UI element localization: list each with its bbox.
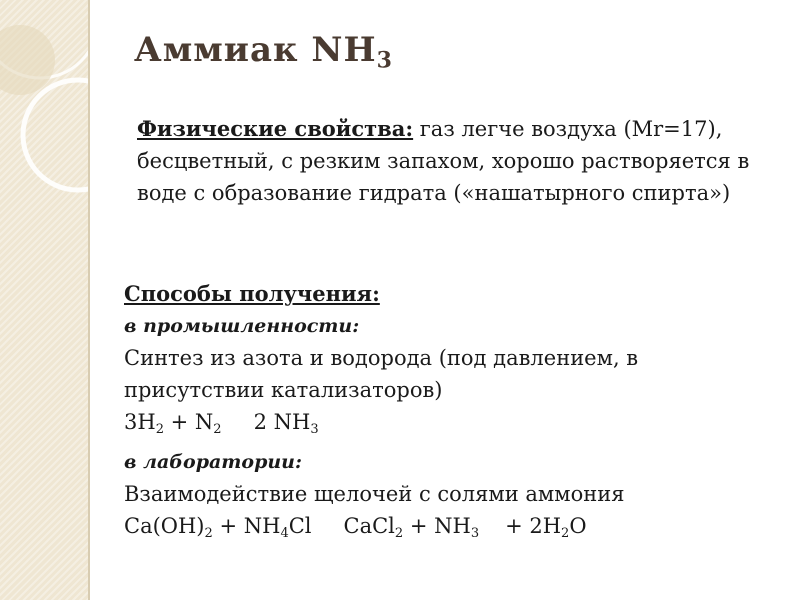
decorative-circles	[0, 0, 88, 600]
lab-equation: $Ca(OH)_2 + NH_4Cl$ CaCl$_2$ + $NH_3 + 2H_2O$	[124, 513, 587, 541]
lab-label: в лаборатории:	[124, 450, 303, 473]
industry-text-line1: Синтез из азота и водорода (под давлением, в	[124, 346, 639, 370]
preparation-section	[124, 278, 784, 550]
industry-text-line2: присутствии катализаторов)	[124, 378, 443, 402]
preparation-heading: Способы получения:	[124, 281, 380, 306]
slide-title: Аммиак $NH_3$	[134, 30, 393, 74]
industry-equation: $3H_2 + N_2$ 2 $NH_3$	[124, 410, 319, 437]
decorative-side-band	[0, 0, 90, 600]
industry-label: в промышленности:	[124, 315, 360, 337]
lab-text: Взаимодействие щелочей с солями аммония	[124, 481, 625, 506]
physical-properties	[137, 113, 777, 209]
physical-properties-label: Физические свойства:	[137, 116, 414, 141]
physical-properties-text: газ легче воздуха (Mr=17), бесцветный, с резким запахом, хорошо растворяется в воде с образование гидрата («нашатырного спирта»)	[137, 117, 750, 205]
